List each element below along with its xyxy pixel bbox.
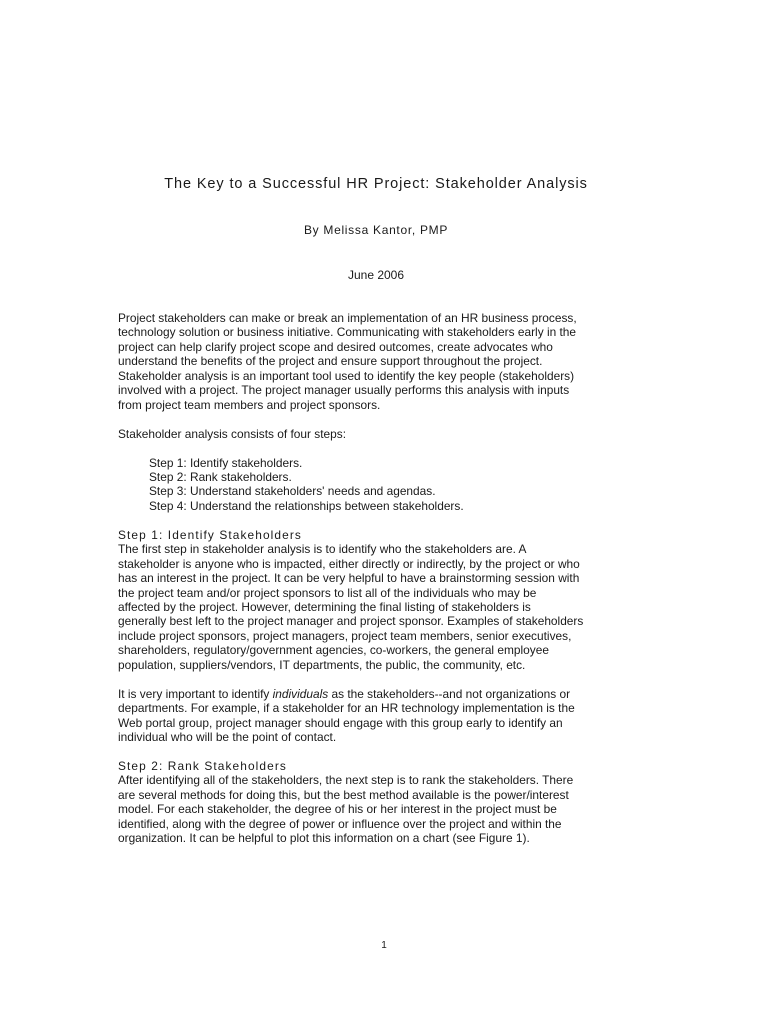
text-line: the project team and/or project sponsors to list all of the individuals who may be: [118, 585, 537, 600]
text-line: Web portal group, project manager should engage with this group early to identify an: [118, 715, 563, 730]
text-line: Project stakeholders can make or break an implementation of an HR business process,: [118, 311, 577, 325]
text-line: The first step in stakeholder analysis is to identify who the stakeholders are. A: [118, 542, 527, 557]
text-line: generally best left to the project manager and project sponsor. Examples of stakeholders: [118, 614, 584, 629]
text-line: affected by the project. However, determining the final listing of stakeholders is: [118, 600, 531, 615]
text-line: model. For each stakeholder, the degree of his or her interest in the project must be: [118, 802, 557, 817]
text-line: population, suppliers/vendors, IT departments, the public, the community, etc.: [118, 657, 526, 672]
text-line: shareholders, regulatory/government agencies, co-workers, the general employee: [118, 643, 549, 658]
text-line: identified, along with the degree of power or influence over the project and within the: [118, 816, 562, 831]
page-number: 1: [381, 940, 387, 951]
text-line: departments. For example, if a stakeholder for an HR technology implementation is the: [118, 701, 575, 716]
step1-paragraph: [118, 542, 658, 672]
steps-list: [118, 456, 658, 514]
section-heading-step1: Step 1: Identify Stakeholders: [118, 527, 302, 542]
author-byline: By Melissa Kantor, PMP: [303, 223, 449, 237]
steps-intro: Stakeholder analysis consists of four steps:: [118, 426, 347, 441]
text-line: After identifying all of the stakeholders, the next step is to rank the stakeholders. There: [118, 773, 574, 788]
list-item: Step 4: Understand the relationships between stakeholders.: [149, 498, 464, 513]
list-item: Step 2: Rank stakeholders.: [149, 469, 292, 484]
text-line: Stakeholder analysis is an important tool used to identify the key people (stakeholders): [118, 368, 575, 383]
text-run: as the stakeholders--and not organizations or: [328, 686, 571, 701]
text-line: organization. It can be helpful to plot this information on a chart (see Figure 1).: [118, 831, 530, 846]
text-run: It is very important to identify: [118, 686, 273, 701]
text-line: from project team members and project sponsors.: [118, 397, 381, 412]
emphasis-text: individuals: [272, 686, 329, 701]
section-heading-step2: Step 2: Rank Stakeholders: [118, 758, 287, 773]
individuals-paragraph: [118, 687, 658, 745]
text-line: are several methods for doing this, but the best method available is the power/interest: [118, 787, 569, 802]
intro-paragraph: [118, 311, 658, 412]
text-line: has an interest in the project. It can be very helpful to have a brainstorming session with: [118, 571, 580, 586]
step2-paragraph: [118, 773, 658, 845]
document-title: The Key to a Successful HR Project: Stakeholder Analysis: [164, 176, 588, 192]
text-line: understand the benefits of the project and ensure support throughout the project.: [118, 354, 543, 369]
text-line: project can help clarify project scope and desired outcomes, create advocates who: [118, 339, 553, 354]
text-line: include project sponsors, project managers, project team members, senior executives,: [118, 628, 572, 643]
text-line: technology solution or business initiative. Communicating with stakeholders early in the: [118, 325, 577, 340]
document-body: [118, 311, 658, 846]
list-item: Step 3: Understand stakeholders' needs and agendas.: [149, 484, 436, 499]
text-line: individual who will be the point of contact.: [118, 730, 337, 745]
text-line: involved with a project. The project manager usually performs this analysis with inputs: [118, 383, 570, 398]
list-item: Step 1: Identify stakeholders.: [149, 455, 303, 470]
text-line: stakeholder is anyone who is impacted, either directly or indirectly, by the project or who: [118, 556, 580, 571]
publication-date: June 2006: [347, 268, 405, 282]
